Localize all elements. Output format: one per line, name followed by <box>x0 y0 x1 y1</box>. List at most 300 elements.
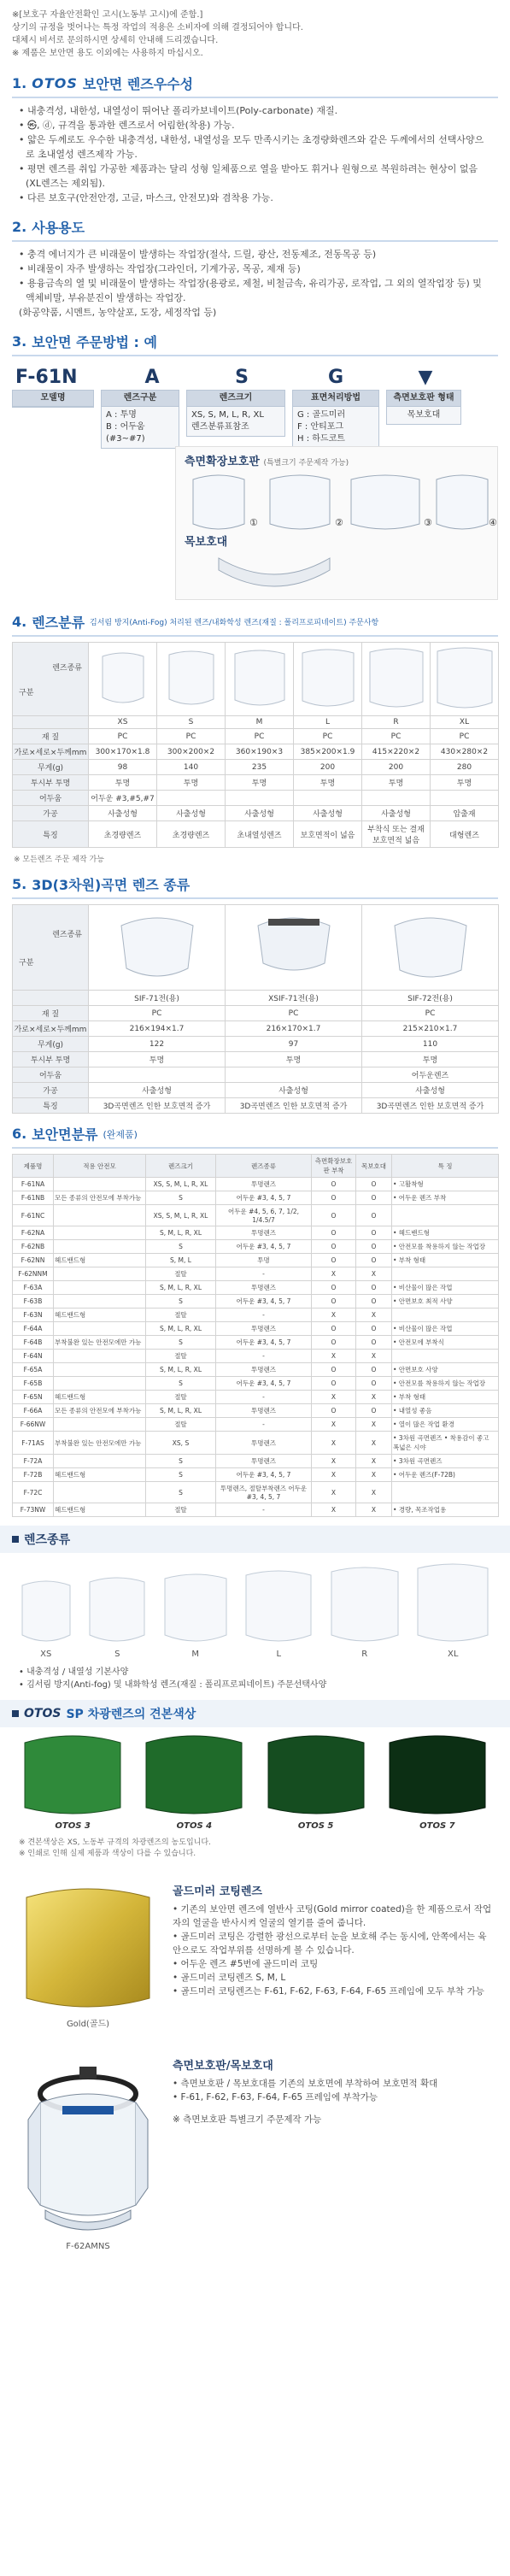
shade-lens-5-image <box>265 1734 367 1816</box>
table-cell: • 비산물이 많은 작업 <box>392 1281 499 1295</box>
shade-lens-body <box>390 1736 485 1814</box>
table-cell: S <box>146 1295 216 1309</box>
table-row <box>13 991 499 1006</box>
circle-number: ④ <box>489 517 497 528</box>
section-number: 1. <box>12 75 27 91</box>
feature-line: • 골드미러 코팅은 강렬한 광선으로부터 눈을 보호해 주는 동시에, 안쪽에서는 육안으로도 작업부위를 선명하게 볼 수 있습니다. <box>173 1932 487 1956</box>
faceshield-picture <box>15 2060 161 2251</box>
table-row <box>13 1418 499 1432</box>
table-cell <box>13 991 89 1006</box>
table-cell: PC <box>362 1006 499 1021</box>
table-cell: PC <box>226 729 294 744</box>
table-row <box>13 1295 499 1309</box>
divider <box>12 897 498 899</box>
table-header: 제품명 <box>13 1155 54 1178</box>
table-header: 적용 안전모 <box>54 1155 146 1178</box>
table-cell: 사출성형 <box>157 806 226 821</box>
lens-image-cell <box>294 643 362 716</box>
table-row <box>13 1377 499 1391</box>
table-row <box>13 1052 499 1067</box>
box-head: 표면처리방법 <box>293 391 378 407</box>
table-cell: • 내열성 좋음 <box>392 1404 499 1418</box>
bullet: • 평면 렌즈를 취입 가공한 제품과는 달리 성형 일체품으로 열을 받아도 휘거나 원형으로 복원하려는 현상이 없음(XL렌즈는 제외됨). <box>19 163 478 189</box>
section-6-title <box>0 1124 510 1144</box>
lens-image-cell <box>362 643 431 716</box>
lens-image-cell <box>157 643 226 716</box>
lens-type-item <box>19 1579 73 1659</box>
table-cell: 절탈 <box>146 1418 216 1432</box>
table-cell: S, M, L <box>146 1254 216 1267</box>
section-5-title <box>0 874 510 894</box>
sp-shade-title <box>0 1700 510 1727</box>
table-row <box>13 1391 499 1404</box>
corner-head: 렌즈종류 <box>52 930 82 939</box>
table-cell: 부착불완 있는 안전모에만 가능 <box>54 1336 146 1350</box>
table-cell: 235 <box>226 760 294 775</box>
table-row <box>13 1037 499 1052</box>
feature-line: • 골드미러 코팅렌즈는 F-61, F-62, F-63, F-64, F-65 프레임에 모두 부착 가능 <box>173 1986 484 1997</box>
section-subtitle: (완제품) <box>103 1128 138 1140</box>
table-cell: 투명 <box>216 1254 312 1267</box>
table-cell <box>89 1067 226 1083</box>
table-cell: X <box>312 1468 356 1482</box>
shade-lens-7-image <box>386 1734 489 1816</box>
table-cell: 사출성형 <box>294 806 362 821</box>
lens-size-label: R <box>361 1650 368 1659</box>
product-code: F-62NA <box>13 1226 54 1240</box>
table-cell: O <box>356 1191 392 1205</box>
shade-label <box>265 1821 367 1831</box>
box-body: G : 골드미러 F : 안티포그 H : 하드코트 <box>297 410 346 444</box>
lens-xs-image <box>99 651 147 708</box>
table-cell: 3D곡면렌즈 인한 보호면적 증가 <box>362 1098 499 1114</box>
table-cell: PC <box>157 729 226 744</box>
table-cell: 투명 <box>226 775 294 791</box>
row-label: 특징 <box>13 1098 89 1114</box>
table-cell: O <box>356 1226 392 1240</box>
table-cell: 투명렌즈 <box>216 1178 312 1191</box>
table-cell <box>54 1281 146 1295</box>
table-cell: X <box>356 1482 392 1503</box>
table-cell: XSIF-71전(용) <box>226 991 362 1006</box>
table-cell: X <box>312 1503 356 1517</box>
table-cell: 385×200×1.9 <box>294 744 362 760</box>
neck-guard-label: 목보호대 <box>185 536 228 549</box>
bullet: • ㉿, ⓓ, 규격을 통과한 렌즈로서 어림한(착용) 가능. <box>19 120 235 131</box>
table-row <box>13 716 499 729</box>
table-cell: 어두운 #4, 5, 6, 7, 1/2, 1/4.5/7 <box>216 1205 312 1226</box>
lens-image-cell <box>89 643 157 716</box>
box-head: 모델명 <box>13 391 93 407</box>
table-cell: X <box>356 1391 392 1404</box>
table-cell: 초내열성렌즈 <box>226 821 294 848</box>
table-cell: X <box>356 1418 392 1432</box>
shade-brand: OTOS <box>297 1821 325 1831</box>
shade-lens-body <box>146 1736 242 1814</box>
table-cell <box>54 1226 146 1240</box>
lens-image-cell <box>89 905 226 991</box>
side-plate-label <box>185 452 349 468</box>
table-header: 특 징 <box>392 1155 499 1178</box>
table-cell <box>157 791 226 806</box>
table-row <box>13 744 499 760</box>
bullet-square-icon <box>12 1536 19 1543</box>
code-model: F-61N <box>15 367 78 388</box>
table-cell: S <box>146 1240 216 1254</box>
bullet: ※ 견본색상은 XS, 노동부 규격의 차광렌즈의 농도입니다. <box>19 1838 211 1847</box>
table-cell: S <box>146 1468 216 1482</box>
feature-line: • F-61, F-62, F-63, F-64, F-65 프레임에 부착가능 <box>173 2092 378 2103</box>
table-cell: O <box>356 1336 392 1350</box>
table-row <box>13 905 499 991</box>
table-cell: 215×210×1.7 <box>362 1021 499 1037</box>
section-number: 6. <box>12 1126 27 1142</box>
table-cell: O <box>312 1240 356 1254</box>
section-1-title <box>0 74 510 93</box>
shade-label <box>21 1821 124 1831</box>
section-title-text: 사용용도 <box>32 220 85 236</box>
table-cell: PC <box>362 729 431 744</box>
lens-r-image <box>366 647 426 712</box>
lens-r-image <box>328 1565 402 1647</box>
code-surface: G <box>327 367 344 388</box>
table-cell: • 부착 형태 <box>392 1254 499 1267</box>
row-label: 무게(g) <box>13 760 89 775</box>
table-cell: S <box>146 1482 216 1503</box>
section-number: 2. <box>12 219 27 235</box>
table-cell: SIF-71전(용) <box>89 991 226 1006</box>
table-cell: O <box>312 1336 356 1350</box>
table-cell: • 안전모를 착용하지 않는 작업장 <box>392 1377 499 1391</box>
gold-lens-picture <box>15 1885 161 2029</box>
table-cell: 투명 <box>89 1052 226 1067</box>
lens-m-image <box>232 649 288 710</box>
lens-s-image <box>86 1575 148 1647</box>
table-cell <box>54 1267 146 1281</box>
lens-xs-image <box>19 1579 73 1647</box>
section-1-bullets <box>0 103 510 205</box>
lens-type-item <box>243 1568 314 1659</box>
lens-size-label: XS <box>40 1650 52 1659</box>
table-cell: PC <box>431 729 499 744</box>
box-body: A : 투명 B : 어두움 (#3~#7) <box>106 410 145 444</box>
table-cell <box>54 1363 146 1377</box>
shade-lens-body <box>25 1736 120 1814</box>
row-label: 가로×세로×두께mm <box>13 1021 89 1037</box>
product-code: F-62NNM <box>13 1267 54 1281</box>
shade-number: 7 <box>448 1821 455 1831</box>
table-cell: • 열이 많은 작업 환경 <box>392 1418 499 1432</box>
table-cell: XL <box>431 716 499 729</box>
table-cell <box>54 1455 146 1468</box>
sp-shade-item <box>21 1734 124 1831</box>
circle-number: ① <box>249 517 258 528</box>
product-code: F-71AS <box>13 1432 54 1455</box>
feature-line: • 골드미러 코팅렌즈 S, M, L <box>173 1973 286 1983</box>
row-label: 재 질 <box>13 1006 89 1021</box>
feature-line: • 어두운 렌즈 #5번에 골드미러 코팅 <box>173 1959 319 1969</box>
corner-head: 렌즈종류 <box>52 663 82 673</box>
table-cell: 대형렌즈 <box>431 821 499 848</box>
table-cell <box>54 1240 146 1254</box>
table-cell: 122 <box>89 1037 226 1052</box>
code-lens-size: S <box>235 367 249 388</box>
curved-lens-image <box>251 914 337 982</box>
product-code: F-64A <box>13 1322 54 1336</box>
notice-line: ※[보호구 자율안전확인 고시(노동부 고시)에 준함.] <box>12 10 203 20</box>
section-3-title <box>0 332 510 351</box>
table-cell <box>226 1067 362 1083</box>
side-plate-panel <box>175 446 498 600</box>
row-label: 가로×세로×두께mm <box>13 744 89 760</box>
table-row <box>13 1067 499 1083</box>
box-body: XS, S, M, L, R, XL 렌즈분류표참조 <box>191 410 264 432</box>
notice-block <box>0 0 510 60</box>
box-lens-type <box>101 390 179 449</box>
table-cell: X <box>356 1309 392 1322</box>
lens-l-image <box>299 648 357 711</box>
lens-type-item <box>161 1572 230 1659</box>
gold-mirror-description <box>173 1885 495 2029</box>
table-cell: O <box>312 1377 356 1391</box>
product-code: F-72B <box>13 1468 54 1482</box>
table-cell: • 비산물이 많은 작업 <box>392 1322 499 1336</box>
lens-image-cell <box>431 643 499 716</box>
bullet: • 용융금속의 열 및 비래물이 발생하는 작업장(용광로, 제철, 비철금속, 유리가공, 로작업, 그 외의 열작업장 등) 및 액체비말, 부유분진이 발생하는 작업장. <box>19 278 482 303</box>
table-cell <box>362 791 431 806</box>
table-cell: O <box>312 1404 356 1418</box>
section-title-text: 렌즈분류 <box>32 615 85 631</box>
lens-types-row <box>0 1553 510 1661</box>
table-cell: 압출재 <box>431 806 499 821</box>
table-cell <box>13 716 89 729</box>
lens-l-image <box>243 1568 314 1647</box>
row-label: 가공 <box>13 1083 89 1098</box>
code-lens-type: A <box>144 367 160 388</box>
row-label: 특징 <box>13 821 89 848</box>
product-code: F-64N <box>13 1350 54 1363</box>
box-lens-size <box>186 390 285 437</box>
row-label: 투시부 투명 <box>13 775 89 791</box>
table-cell: 3D곡면렌즈 인한 보호면적 증가 <box>226 1098 362 1114</box>
row-label: 어두움 <box>13 791 89 806</box>
table-cell: • 3차원 곡면렌즈 • 착용감이 좋고 폭넓은 시야 <box>392 1432 499 1455</box>
table-cell: 헤드밴드형 <box>54 1503 146 1517</box>
feature-line: • 기존의 보안면 렌즈에 열반사 코팅(Gold mirror coated)을 한 제품으로서 작업자의 얼굴을 반사시켜 얼굴의 열기를 줄여 줍니다. <box>173 1904 492 1928</box>
table-cell: 200 <box>362 760 431 775</box>
product-code: F-66NW <box>13 1418 54 1432</box>
table-cell: S, M, L, R, XL <box>146 1226 216 1240</box>
sp-shade-row <box>0 1727 510 1838</box>
box-body: 목보호대 <box>407 410 441 420</box>
circle-number: ③ <box>424 517 432 528</box>
table-cell: 보호면적이 넓음 <box>294 821 362 848</box>
brand-logo: OTOS <box>24 1707 62 1720</box>
table-cell: O <box>356 1178 392 1191</box>
table-row <box>13 775 499 791</box>
table-cell: 헤드밴드형 <box>54 1254 146 1267</box>
table-cell: 절탈 <box>146 1267 216 1281</box>
table-cell: O <box>356 1240 392 1254</box>
table-row <box>13 1468 499 1482</box>
table-cell <box>54 1205 146 1226</box>
faceshield-table-body <box>13 1178 499 1517</box>
table-cell: 3D곡면렌즈 인한 보호면적 증가 <box>89 1098 226 1114</box>
gold-lens-caption: Gold(골드) <box>66 2020 110 2029</box>
lens-types-title <box>0 1526 510 1553</box>
table-cell: 투명렌즈 <box>216 1226 312 1240</box>
sp-shade-item <box>386 1734 489 1831</box>
table-cell: 투명렌즈 <box>216 1281 312 1295</box>
table-cell: O <box>312 1295 356 1309</box>
table-cell: X <box>312 1418 356 1432</box>
table-cell: X <box>312 1309 356 1322</box>
table-cell: O <box>356 1295 392 1309</box>
section-title-text: 보안면 주문방법 : 예 <box>32 334 157 350</box>
section-title-text: 보안면분류 <box>32 1126 98 1143</box>
section-title-text: 렌즈종류 <box>24 1533 71 1547</box>
table-row <box>13 729 499 744</box>
table-header: 렌즈크기 <box>146 1155 216 1178</box>
product-code: F-61NB <box>13 1191 54 1205</box>
lens-image-cell <box>362 905 499 991</box>
table-cell: 어두운 #3, 4, 5, 7 <box>216 1240 312 1254</box>
table-cell: - <box>216 1350 312 1363</box>
order-code <box>0 362 510 390</box>
table-cell: 사출성형 <box>89 1083 226 1098</box>
table-cell: 360×190×3 <box>226 744 294 760</box>
section-title-text: SP 차광렌즈의 견본색상 <box>66 1708 196 1721</box>
table-note: ※ 모든렌즈 주문 제작 가능 <box>14 856 104 864</box>
shade-number: 3 <box>84 1821 91 1831</box>
shade-brand: OTOS <box>419 1821 447 1831</box>
product-code: F-63B <box>13 1295 54 1309</box>
lens-image-cell <box>226 643 294 716</box>
section-number: 5. <box>12 876 27 892</box>
feature-line: ※ 측면보호판 특별크기 주문제작 가능 <box>173 2114 322 2125</box>
table-cell: S <box>146 1377 216 1391</box>
table-cell: 투명렌즈 <box>216 1363 312 1377</box>
table-cell: S <box>157 716 226 729</box>
table-cell: S <box>146 1455 216 1468</box>
corner-col: 구분 <box>19 958 34 967</box>
table-cell: SIF-72전(용) <box>362 991 499 1006</box>
table-cell: O <box>312 1226 356 1240</box>
bullet: • 내충격성, 내한성, 내열성이 뛰어난 폴리카보네이트(Poly-carbonate) 재질. <box>19 105 338 116</box>
table-row <box>13 1281 499 1295</box>
table-cell: • 3차원 곡면렌즈 <box>392 1455 499 1468</box>
table-cell: • 고활착형 <box>392 1178 499 1191</box>
table-cell: X <box>312 1455 356 1468</box>
row-label: 가공 <box>13 806 89 821</box>
product-code: F-61NC <box>13 1205 54 1226</box>
lens-xl-image <box>414 1561 491 1647</box>
bullet: • 김서림 방지(Anti-fog) 및 내화학성 렌즈(재질 : 폴리프로피네이트) 주문선택사양 <box>19 1680 327 1690</box>
table-cell: 초경량렌즈 <box>157 821 226 848</box>
table-cell: • 헤드밴드형 <box>392 1226 499 1240</box>
table-cell: O <box>312 1322 356 1336</box>
table-cell: XS, S <box>146 1432 216 1455</box>
product-code: F-72A <box>13 1455 54 1468</box>
table-cell: 헤드밴드형 <box>54 1468 146 1482</box>
table-header: 측면확장보호판 부착 <box>312 1155 356 1178</box>
neck-guard-illustration <box>210 550 338 594</box>
table-row <box>13 1191 499 1205</box>
section-number: 4. <box>12 614 27 630</box>
box-head: 렌즈크기 <box>187 391 284 407</box>
box-head: 렌즈구분 <box>102 391 179 407</box>
table-cell: O <box>312 1205 356 1226</box>
sp-shade-item <box>143 1734 245 1831</box>
curved-lens-image <box>388 914 473 982</box>
table-cell: - <box>216 1391 312 1404</box>
table-cell: 절탈 <box>146 1309 216 1322</box>
table-cell: R <box>362 716 431 729</box>
product-code: F-63N <box>13 1309 54 1322</box>
lens-size-label: M <box>191 1650 200 1659</box>
table-cell: • 어두운 렌즈 부착 <box>392 1191 499 1205</box>
table-cell: O <box>312 1363 356 1377</box>
product-code: F-65N <box>13 1391 54 1404</box>
divider <box>12 355 498 356</box>
table-cell: 300×200×2 <box>157 744 226 760</box>
table-cell <box>392 1350 499 1363</box>
table-cell: X <box>312 1432 356 1455</box>
table-cell: 어두운 #3, 4, 5, 7 <box>216 1191 312 1205</box>
lens-types-notes <box>0 1661 510 1691</box>
product-code: F-63A <box>13 1281 54 1295</box>
table-cell: 110 <box>362 1037 499 1052</box>
table-cell: 216×170×1.7 <box>226 1021 362 1037</box>
shade-label <box>386 1821 489 1831</box>
table-row <box>13 1404 499 1418</box>
table-cell: X <box>312 1482 356 1503</box>
table-corner <box>13 643 89 716</box>
table-row <box>13 1098 499 1114</box>
table-cell: S <box>146 1336 216 1350</box>
table-row <box>13 643 499 716</box>
table-cell: M <box>226 716 294 729</box>
notice-line: 상기의 규정을 벗어나는 특정 작업의 적용은 소비자에 의해 결정되어야 합니다. <box>12 23 303 32</box>
table-row <box>13 1482 499 1503</box>
table-cell: 사출성형 <box>226 1083 362 1098</box>
notice-line: ※ 제품은 보안면 용도 이외에는 사용하지 마십시오. <box>12 49 203 58</box>
table-cell: O <box>356 1281 392 1295</box>
faceshield-image <box>20 2060 156 2239</box>
table-cell: - <box>216 1309 312 1322</box>
lens-class-table-body <box>13 729 499 848</box>
gold-mirror-feature <box>0 1877 510 2038</box>
table-header: 목보호대 <box>356 1155 392 1178</box>
table-cell <box>54 1418 146 1432</box>
table-corner <box>13 905 89 991</box>
table-row <box>13 1336 499 1350</box>
table-cell: S <box>146 1191 216 1205</box>
table-cell: 216×194×1.7 <box>89 1021 226 1037</box>
table-cell: O <box>312 1191 356 1205</box>
table-cell: O <box>356 1254 392 1267</box>
table-cell: 모든 종류의 안전모에 부착가능 <box>54 1191 146 1205</box>
table-cell: 투명 <box>226 1052 362 1067</box>
table-cell: 투명 <box>431 775 499 791</box>
table-cell: 헤드밴드형 <box>54 1309 146 1322</box>
table-cell: 투명렌즈 <box>216 1322 312 1336</box>
table-cell <box>392 1482 499 1503</box>
table-cell: 어두운 #3, 4, 5, 7 <box>216 1295 312 1309</box>
box-model <box>12 390 94 408</box>
lens-type-item <box>328 1565 402 1659</box>
table-cell: 98 <box>89 760 157 775</box>
